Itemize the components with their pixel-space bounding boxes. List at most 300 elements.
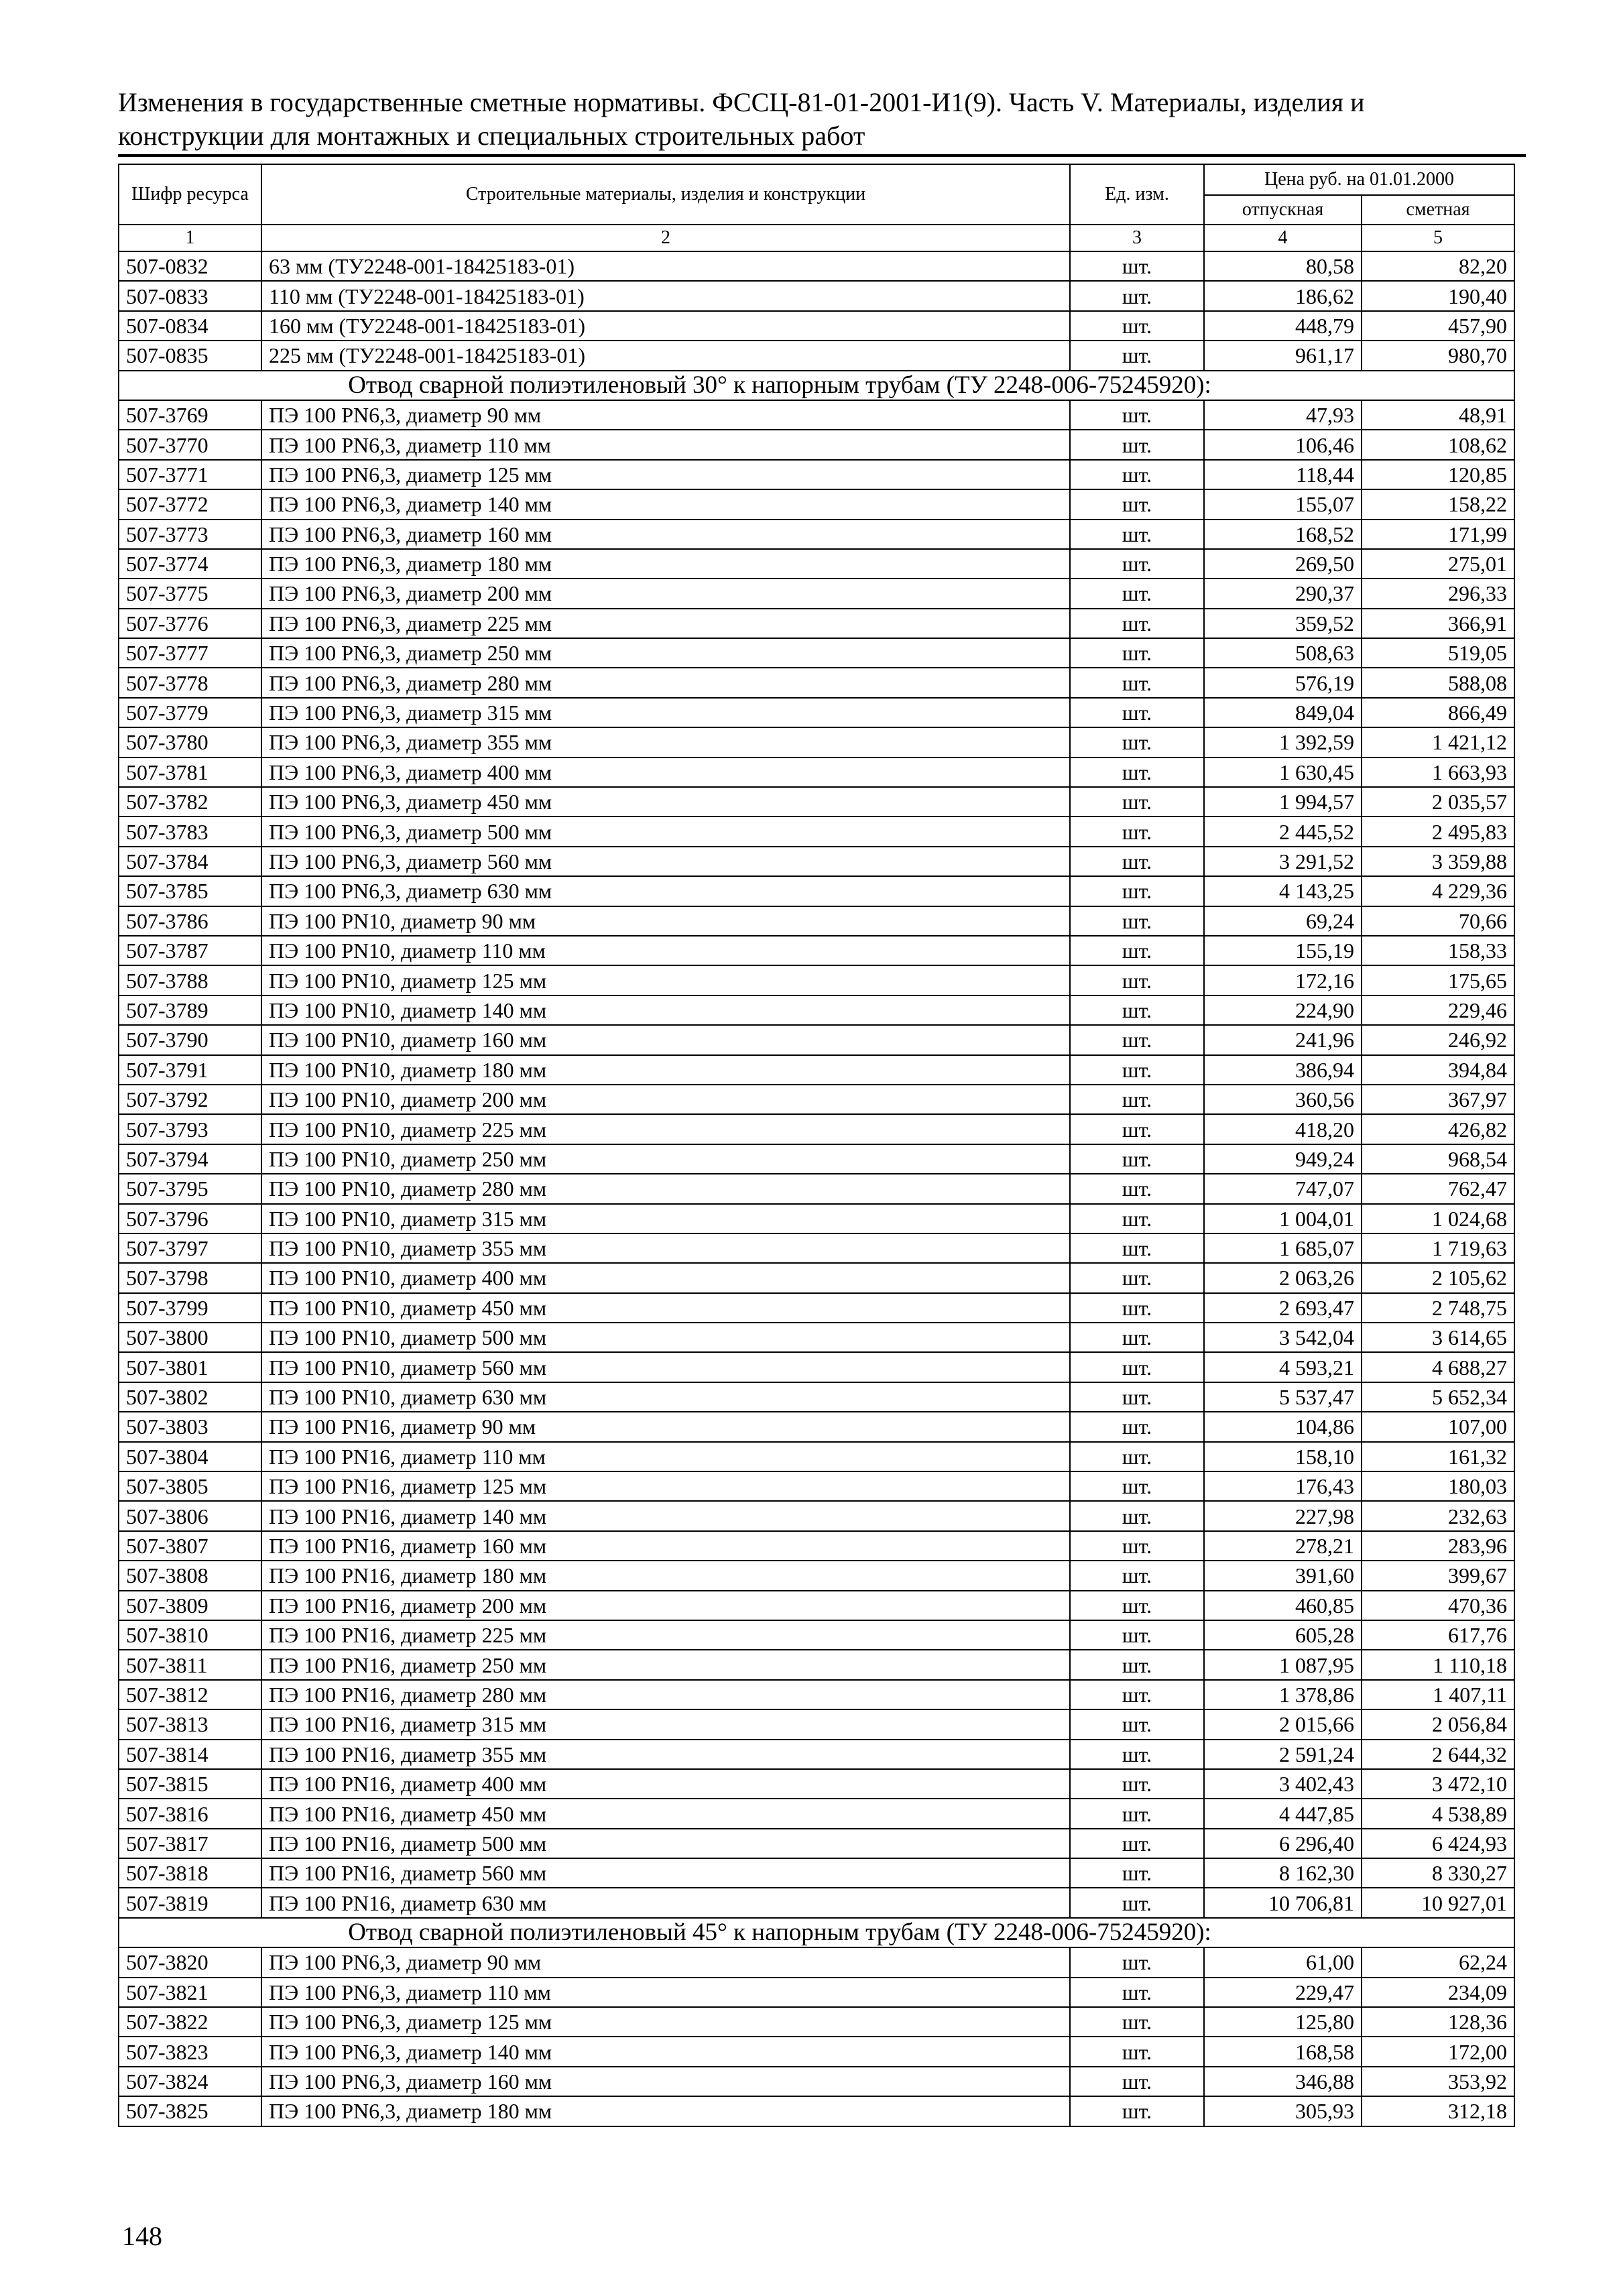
estimate-price: 158,33 xyxy=(1362,936,1514,965)
item-name: ПЭ 100 PN16, диаметр 110 мм xyxy=(261,1442,1070,1471)
estimate-price: 866,49 xyxy=(1362,698,1514,727)
header-estimate: сметная xyxy=(1362,195,1514,225)
release-price: 69,24 xyxy=(1204,906,1362,936)
table-row xyxy=(119,1620,1514,1650)
release-price: 1 994,57 xyxy=(1204,787,1362,817)
resource-code: 507-3778 xyxy=(119,668,261,697)
estimate-price: 82,20 xyxy=(1362,251,1514,281)
estimate-price: 968,54 xyxy=(1362,1144,1514,1174)
unit: шт. xyxy=(1070,251,1204,281)
resource-code: 507-3780 xyxy=(119,727,261,757)
table-row xyxy=(119,1501,1514,1530)
unit: шт. xyxy=(1070,1561,1204,1590)
estimate-price: 180,03 xyxy=(1362,1471,1514,1501)
table-header-row xyxy=(119,164,1514,195)
page-header xyxy=(118,86,1445,153)
estimate-price: 1 719,63 xyxy=(1362,1233,1514,1263)
item-name: ПЭ 100 PN6,3, диаметр 280 мм xyxy=(261,668,1070,697)
unit: шт. xyxy=(1070,698,1204,727)
resource-code: 507-3819 xyxy=(119,1888,261,1917)
item-name: ПЭ 100 PN10, диаметр 280 мм xyxy=(261,1174,1070,1203)
item-name: ПЭ 100 PN16, диаметр 140 мм xyxy=(261,1501,1070,1530)
table-row xyxy=(119,995,1514,1025)
item-name: ПЭ 100 PN10, диаметр 450 мм xyxy=(261,1293,1070,1323)
estimate-price: 232,63 xyxy=(1362,1501,1514,1530)
table-row xyxy=(119,1829,1514,1858)
unit: шт. xyxy=(1070,965,1204,995)
resource-code: 507-3806 xyxy=(119,1501,261,1530)
resource-code: 507-3795 xyxy=(119,1174,261,1203)
resource-code: 507-3810 xyxy=(119,1620,261,1650)
release-price: 125,80 xyxy=(1204,2007,1362,2037)
estimate-price: 107,00 xyxy=(1362,1412,1514,1441)
unit: шт. xyxy=(1070,1055,1204,1085)
release-price: 305,93 xyxy=(1204,2096,1362,2126)
estimate-price: 312,18 xyxy=(1362,2096,1514,2126)
unit: шт. xyxy=(1070,520,1204,549)
estimate-price: 6 424,93 xyxy=(1362,1829,1514,1858)
release-price: 346,88 xyxy=(1204,2067,1362,2096)
estimate-price: 8 330,27 xyxy=(1362,1858,1514,1888)
unit: шт. xyxy=(1070,311,1204,341)
table-row xyxy=(119,906,1514,936)
item-name: ПЭ 100 PN6,3, диаметр 630 мм xyxy=(261,876,1070,906)
release-price: 61,00 xyxy=(1204,1947,1362,1977)
resource-code: 507-3788 xyxy=(119,965,261,995)
column-number: 1 xyxy=(119,225,261,251)
estimate-price: 5 652,34 xyxy=(1362,1382,1514,1412)
table-row xyxy=(119,936,1514,965)
release-price: 448,79 xyxy=(1204,311,1362,341)
resource-code: 507-3784 xyxy=(119,847,261,876)
resource-code: 507-3809 xyxy=(119,1591,261,1620)
table-row xyxy=(119,1561,1514,1590)
table-row xyxy=(119,520,1514,549)
unit: шт. xyxy=(1070,936,1204,965)
item-name: ПЭ 100 PN6,3, диаметр 355 мм xyxy=(261,727,1070,757)
unit: шт. xyxy=(1070,1352,1204,1382)
estimate-price: 175,65 xyxy=(1362,965,1514,995)
resource-code: 507-3770 xyxy=(119,430,261,459)
release-price: 168,58 xyxy=(1204,2037,1362,2066)
release-price: 849,04 xyxy=(1204,698,1362,727)
resource-code: 507-3825 xyxy=(119,2096,261,2126)
header-rule xyxy=(118,154,1526,157)
release-price: 155,19 xyxy=(1204,936,1362,965)
column-number: 3 xyxy=(1070,225,1204,251)
table-row xyxy=(119,1471,1514,1501)
column-number: 2 xyxy=(261,225,1070,251)
table-row xyxy=(119,727,1514,757)
item-name: ПЭ 100 PN16, диаметр 560 мм xyxy=(261,1858,1070,1888)
table-row xyxy=(119,1412,1514,1441)
table-row xyxy=(119,251,1514,281)
estimate-price: 4 538,89 xyxy=(1362,1799,1514,1828)
table-row xyxy=(119,1709,1514,1739)
resource-code: 507-3785 xyxy=(119,876,261,906)
unit: шт. xyxy=(1070,1799,1204,1828)
resource-code: 507-3794 xyxy=(119,1144,261,1174)
unit: шт. xyxy=(1070,400,1204,430)
resource-code: 507-3801 xyxy=(119,1352,261,1382)
estimate-price: 158,22 xyxy=(1362,489,1514,519)
resource-code: 507-0832 xyxy=(119,251,261,281)
header-release: отпускная xyxy=(1204,195,1362,225)
item-name: ПЭ 100 PN10, диаметр 180 мм xyxy=(261,1055,1070,1085)
unit: шт. xyxy=(1070,1829,1204,1858)
header-line-1: Изменения в государственные сметные нормативы. ФССЦ-81-01-2001-И1(9). Часть V. Материалы, изделия и xyxy=(118,87,1365,117)
item-name: ПЭ 100 PN16, диаметр 400 мм xyxy=(261,1769,1070,1799)
table-row xyxy=(119,460,1514,489)
header-code: Шифр ресурса xyxy=(119,164,261,225)
unit: шт. xyxy=(1070,1442,1204,1471)
estimate-price: 519,05 xyxy=(1362,638,1514,668)
estimate-price: 171,99 xyxy=(1362,520,1514,549)
release-price: 290,37 xyxy=(1204,579,1362,608)
header-line-2: конструкции для монтажных и специальных строительных работ xyxy=(118,121,865,151)
item-name: ПЭ 100 PN10, диаметр 140 мм xyxy=(261,995,1070,1025)
item-name: ПЭ 100 PN16, диаметр 200 мм xyxy=(261,1591,1070,1620)
unit: шт. xyxy=(1070,995,1204,1025)
release-price: 1 378,86 xyxy=(1204,1680,1362,1709)
estimate-price: 190,40 xyxy=(1362,281,1514,310)
item-name: ПЭ 100 PN16, диаметр 160 мм xyxy=(261,1531,1070,1561)
estimate-price: 10 927,01 xyxy=(1362,1888,1514,1917)
release-price: 224,90 xyxy=(1204,995,1362,1025)
release-price: 227,98 xyxy=(1204,1501,1362,1530)
estimate-price: 457,90 xyxy=(1362,311,1514,341)
estimate-price: 62,24 xyxy=(1362,1947,1514,1977)
release-price: 176,43 xyxy=(1204,1471,1362,1501)
release-price: 3 402,43 xyxy=(1204,1769,1362,1799)
unit: шт. xyxy=(1070,1501,1204,1530)
estimate-price: 161,32 xyxy=(1362,1442,1514,1471)
item-name: ПЭ 100 PN10, диаметр 500 мм xyxy=(261,1323,1070,1352)
header-name: Строительные материалы, изделия и конструкции xyxy=(261,164,1070,225)
item-name: ПЭ 100 PN10, диаметр 315 мм xyxy=(261,1204,1070,1233)
resource-code: 507-3823 xyxy=(119,2037,261,2066)
resource-code: 507-3805 xyxy=(119,1471,261,1501)
unit: шт. xyxy=(1070,847,1204,876)
item-name: 225 мм (ТУ2248-001-18425183-01) xyxy=(261,341,1070,370)
table-row xyxy=(119,311,1514,341)
item-name: ПЭ 100 PN16, диаметр 225 мм xyxy=(261,1620,1070,1650)
resource-code: 507-3792 xyxy=(119,1085,261,1114)
release-price: 186,62 xyxy=(1204,281,1362,310)
item-name: ПЭ 100 PN10, диаметр 560 мм xyxy=(261,1352,1070,1382)
item-name: ПЭ 100 PN10, диаметр 250 мм xyxy=(261,1144,1070,1174)
table-row xyxy=(119,2096,1514,2126)
table-row xyxy=(119,2007,1514,2037)
estimate-price: 4 688,27 xyxy=(1362,1352,1514,1382)
resource-code: 507-3781 xyxy=(119,758,261,787)
unit: шт. xyxy=(1070,906,1204,936)
estimate-price: 3 472,10 xyxy=(1362,1769,1514,1799)
release-price: 1 630,45 xyxy=(1204,758,1362,787)
release-price: 104,86 xyxy=(1204,1412,1362,1441)
table-row xyxy=(119,430,1514,459)
table-row xyxy=(119,1293,1514,1323)
release-price: 118,44 xyxy=(1204,460,1362,489)
table-row xyxy=(119,1531,1514,1561)
unit: шт. xyxy=(1070,430,1204,459)
resource-code: 507-3814 xyxy=(119,1740,261,1769)
resource-code: 507-3774 xyxy=(119,549,261,579)
release-price: 8 162,30 xyxy=(1204,1858,1362,1888)
resource-code: 507-3772 xyxy=(119,489,261,519)
item-name: ПЭ 100 PN6,3, диаметр 160 мм xyxy=(261,520,1070,549)
item-name: 63 мм (ТУ2248-001-18425183-01) xyxy=(261,251,1070,281)
resource-code: 507-3808 xyxy=(119,1561,261,1590)
release-price: 460,85 xyxy=(1204,1591,1362,1620)
resource-code: 507-3820 xyxy=(119,1947,261,1977)
estimate-price: 1 421,12 xyxy=(1362,727,1514,757)
item-name: 160 мм (ТУ2248-001-18425183-01) xyxy=(261,311,1070,341)
estimate-price: 48,91 xyxy=(1362,400,1514,430)
table-row xyxy=(119,609,1514,638)
estimate-price: 394,84 xyxy=(1362,1055,1514,1085)
unit: шт. xyxy=(1070,2067,1204,2096)
table-row xyxy=(119,876,1514,906)
release-price: 158,10 xyxy=(1204,1442,1362,1471)
release-price: 106,46 xyxy=(1204,430,1362,459)
table-row xyxy=(119,1352,1514,1382)
unit: шт. xyxy=(1070,1263,1204,1292)
unit: шт. xyxy=(1070,758,1204,787)
table-row xyxy=(119,787,1514,817)
section-heading-row xyxy=(119,1918,1514,1947)
resource-code: 507-3817 xyxy=(119,1829,261,1858)
table-row xyxy=(119,579,1514,608)
estimate-price: 2 056,84 xyxy=(1362,1709,1514,1739)
release-price: 4 143,25 xyxy=(1204,876,1362,906)
table-row xyxy=(119,817,1514,846)
unit: шт. xyxy=(1070,787,1204,817)
item-name: ПЭ 100 PN16, диаметр 355 мм xyxy=(261,1740,1070,1769)
item-name: ПЭ 100 PN6,3, диаметр 90 мм xyxy=(261,1947,1070,1977)
unit: шт. xyxy=(1070,1978,1204,2007)
estimate-price: 120,85 xyxy=(1362,460,1514,489)
unit: шт. xyxy=(1070,1323,1204,1352)
release-price: 4 593,21 xyxy=(1204,1352,1362,1382)
estimate-price: 2 495,83 xyxy=(1362,817,1514,846)
unit: шт. xyxy=(1070,1293,1204,1323)
table-row xyxy=(119,1442,1514,1471)
header-unit: Ед. изм. xyxy=(1070,164,1204,225)
resource-code: 507-3812 xyxy=(119,1680,261,1709)
resource-code: 507-3797 xyxy=(119,1233,261,1263)
release-price: 418,20 xyxy=(1204,1114,1362,1144)
estimate-price: 2 644,32 xyxy=(1362,1740,1514,1769)
release-price: 278,21 xyxy=(1204,1531,1362,1561)
item-name: 110 мм (ТУ2248-001-18425183-01) xyxy=(261,281,1070,310)
release-price: 10 706,81 xyxy=(1204,1888,1362,1917)
item-name: ПЭ 100 PN6,3, диаметр 250 мм xyxy=(261,638,1070,668)
item-name: ПЭ 100 PN6,3, диаметр 500 мм xyxy=(261,817,1070,846)
table-row xyxy=(119,1799,1514,1828)
item-name: ПЭ 100 PN6,3, диаметр 110 мм xyxy=(261,430,1070,459)
estimate-price: 1 663,93 xyxy=(1362,758,1514,787)
item-name: ПЭ 100 PN10, диаметр 225 мм xyxy=(261,1114,1070,1144)
table-row xyxy=(119,1680,1514,1709)
release-price: 269,50 xyxy=(1204,549,1362,579)
unit: шт. xyxy=(1070,668,1204,697)
unit: шт. xyxy=(1070,1204,1204,1233)
unit: шт. xyxy=(1070,1382,1204,1412)
unit: шт. xyxy=(1070,1025,1204,1054)
resource-code: 507-3789 xyxy=(119,995,261,1025)
unit: шт. xyxy=(1070,1531,1204,1561)
column-number: 5 xyxy=(1362,225,1514,251)
release-price: 949,24 xyxy=(1204,1144,1362,1174)
release-price: 2 591,24 xyxy=(1204,1740,1362,1769)
resource-code: 507-3787 xyxy=(119,936,261,965)
unit: шт. xyxy=(1070,2037,1204,2066)
table-row xyxy=(119,1114,1514,1144)
release-price: 359,52 xyxy=(1204,609,1362,638)
resource-code: 507-3777 xyxy=(119,638,261,668)
table-row xyxy=(119,638,1514,668)
estimate-price: 246,92 xyxy=(1362,1025,1514,1054)
release-price: 155,07 xyxy=(1204,489,1362,519)
resource-code: 507-3821 xyxy=(119,1978,261,2007)
item-name: ПЭ 100 PN10, диаметр 125 мм xyxy=(261,965,1070,995)
resource-code: 507-0833 xyxy=(119,281,261,310)
table-row xyxy=(119,1323,1514,1352)
estimate-price: 426,82 xyxy=(1362,1114,1514,1144)
unit: шт. xyxy=(1070,876,1204,906)
resource-code: 507-3807 xyxy=(119,1531,261,1561)
estimate-price: 4 229,36 xyxy=(1362,876,1514,906)
table-row xyxy=(119,400,1514,430)
table-row xyxy=(119,1947,1514,1977)
release-price: 229,47 xyxy=(1204,1978,1362,2007)
release-price: 3 291,52 xyxy=(1204,847,1362,876)
item-name: ПЭ 100 PN16, диаметр 250 мм xyxy=(261,1650,1070,1679)
release-price: 241,96 xyxy=(1204,1025,1362,1054)
estimate-price: 70,66 xyxy=(1362,906,1514,936)
item-name: ПЭ 100 PN10, диаметр 160 мм xyxy=(261,1025,1070,1054)
table-row xyxy=(119,1382,1514,1412)
unit: шт. xyxy=(1070,1144,1204,1174)
table-row xyxy=(119,965,1514,995)
table-row xyxy=(119,341,1514,370)
estimate-price: 283,96 xyxy=(1362,1531,1514,1561)
unit: шт. xyxy=(1070,817,1204,846)
table-row xyxy=(119,758,1514,787)
resource-code: 507-3804 xyxy=(119,1442,261,1471)
table-row xyxy=(119,1978,1514,2007)
release-price: 1 004,01 xyxy=(1204,1204,1362,1233)
estimate-price: 588,08 xyxy=(1362,668,1514,697)
estimate-price: 1 110,18 xyxy=(1362,1650,1514,1679)
item-name: ПЭ 100 PN16, диаметр 450 мм xyxy=(261,1799,1070,1828)
release-price: 391,60 xyxy=(1204,1561,1362,1590)
item-name: ПЭ 100 PN10, диаметр 400 мм xyxy=(261,1263,1070,1292)
table-row xyxy=(119,1025,1514,1054)
estimate-price: 3 359,88 xyxy=(1362,847,1514,876)
release-price: 3 542,04 xyxy=(1204,1323,1362,1352)
release-price: 6 296,40 xyxy=(1204,1829,1362,1858)
page-number: 148 xyxy=(122,2221,162,2251)
unit: шт. xyxy=(1070,1471,1204,1501)
estimate-price: 366,91 xyxy=(1362,609,1514,638)
unit: шт. xyxy=(1070,638,1204,668)
unit: шт. xyxy=(1070,1114,1204,1144)
resource-code: 507-3790 xyxy=(119,1025,261,1054)
item-name: ПЭ 100 PN6,3, диаметр 125 мм xyxy=(261,2007,1070,2037)
unit: шт. xyxy=(1070,1740,1204,1769)
item-name: ПЭ 100 PN10, диаметр 110 мм xyxy=(261,936,1070,965)
resource-code: 507-3776 xyxy=(119,609,261,638)
table-row xyxy=(119,1888,1514,1917)
resource-code: 507-3791 xyxy=(119,1055,261,1085)
unit: шт. xyxy=(1070,549,1204,579)
item-name: ПЭ 100 PN16, диаметр 280 мм xyxy=(261,1680,1070,1709)
release-price: 576,19 xyxy=(1204,668,1362,697)
resource-code: 507-3802 xyxy=(119,1382,261,1412)
item-name: ПЭ 100 PN6,3, диаметр 125 мм xyxy=(261,460,1070,489)
table-row xyxy=(119,1055,1514,1085)
table-row xyxy=(119,1858,1514,1888)
release-price: 360,56 xyxy=(1204,1085,1362,1114)
item-name: ПЭ 100 PN16, диаметр 125 мм xyxy=(261,1471,1070,1501)
estimate-price: 172,00 xyxy=(1362,2037,1514,2066)
table-row xyxy=(119,2067,1514,2096)
release-price: 605,28 xyxy=(1204,1620,1362,1650)
table-row xyxy=(119,1769,1514,1799)
table-row xyxy=(119,847,1514,876)
unit: шт. xyxy=(1070,1620,1204,1650)
unit: шт. xyxy=(1070,460,1204,489)
release-price: 80,58 xyxy=(1204,251,1362,281)
estimate-price: 470,36 xyxy=(1362,1591,1514,1620)
item-name: ПЭ 100 PN6,3, диаметр 400 мм xyxy=(261,758,1070,787)
estimate-price: 399,67 xyxy=(1362,1561,1514,1590)
price-table xyxy=(118,164,1515,2127)
unit: шт. xyxy=(1070,2007,1204,2037)
unit: шт. xyxy=(1070,579,1204,608)
table-row xyxy=(119,489,1514,519)
unit: шт. xyxy=(1070,489,1204,519)
resource-code: 507-3783 xyxy=(119,817,261,846)
release-price: 1 685,07 xyxy=(1204,1233,1362,1263)
item-name: ПЭ 100 PN16, диаметр 630 мм xyxy=(261,1888,1070,1917)
item-name: ПЭ 100 PN10, диаметр 200 мм xyxy=(261,1085,1070,1114)
section-heading: Отвод сварной полиэтиленовый 30° к напорным трубам (ТУ 2248-006-75245920): xyxy=(119,371,1514,400)
table-row xyxy=(119,1144,1514,1174)
unit: шт. xyxy=(1070,1947,1204,1977)
item-name: ПЭ 100 PN16, диаметр 90 мм xyxy=(261,1412,1070,1441)
resource-code: 507-3816 xyxy=(119,1799,261,1828)
unit: шт. xyxy=(1070,1650,1204,1679)
resource-code: 507-3793 xyxy=(119,1114,261,1144)
resource-code: 507-3798 xyxy=(119,1263,261,1292)
table-row xyxy=(119,668,1514,697)
column-numbers-row xyxy=(119,225,1514,251)
resource-code: 507-3773 xyxy=(119,520,261,549)
resource-code: 507-3824 xyxy=(119,2067,261,2096)
estimate-price: 762,47 xyxy=(1362,1174,1514,1203)
table-row xyxy=(119,698,1514,727)
table-row xyxy=(119,1650,1514,1679)
item-name: ПЭ 100 PN6,3, диаметр 180 мм xyxy=(261,2096,1070,2126)
resource-code: 507-3818 xyxy=(119,1858,261,1888)
item-name: ПЭ 100 PN6,3, диаметр 90 мм xyxy=(261,400,1070,430)
release-price: 5 537,47 xyxy=(1204,1382,1362,1412)
estimate-price: 1 024,68 xyxy=(1362,1204,1514,1233)
header-price: Цена руб. на 01.01.2000 xyxy=(1204,164,1514,195)
